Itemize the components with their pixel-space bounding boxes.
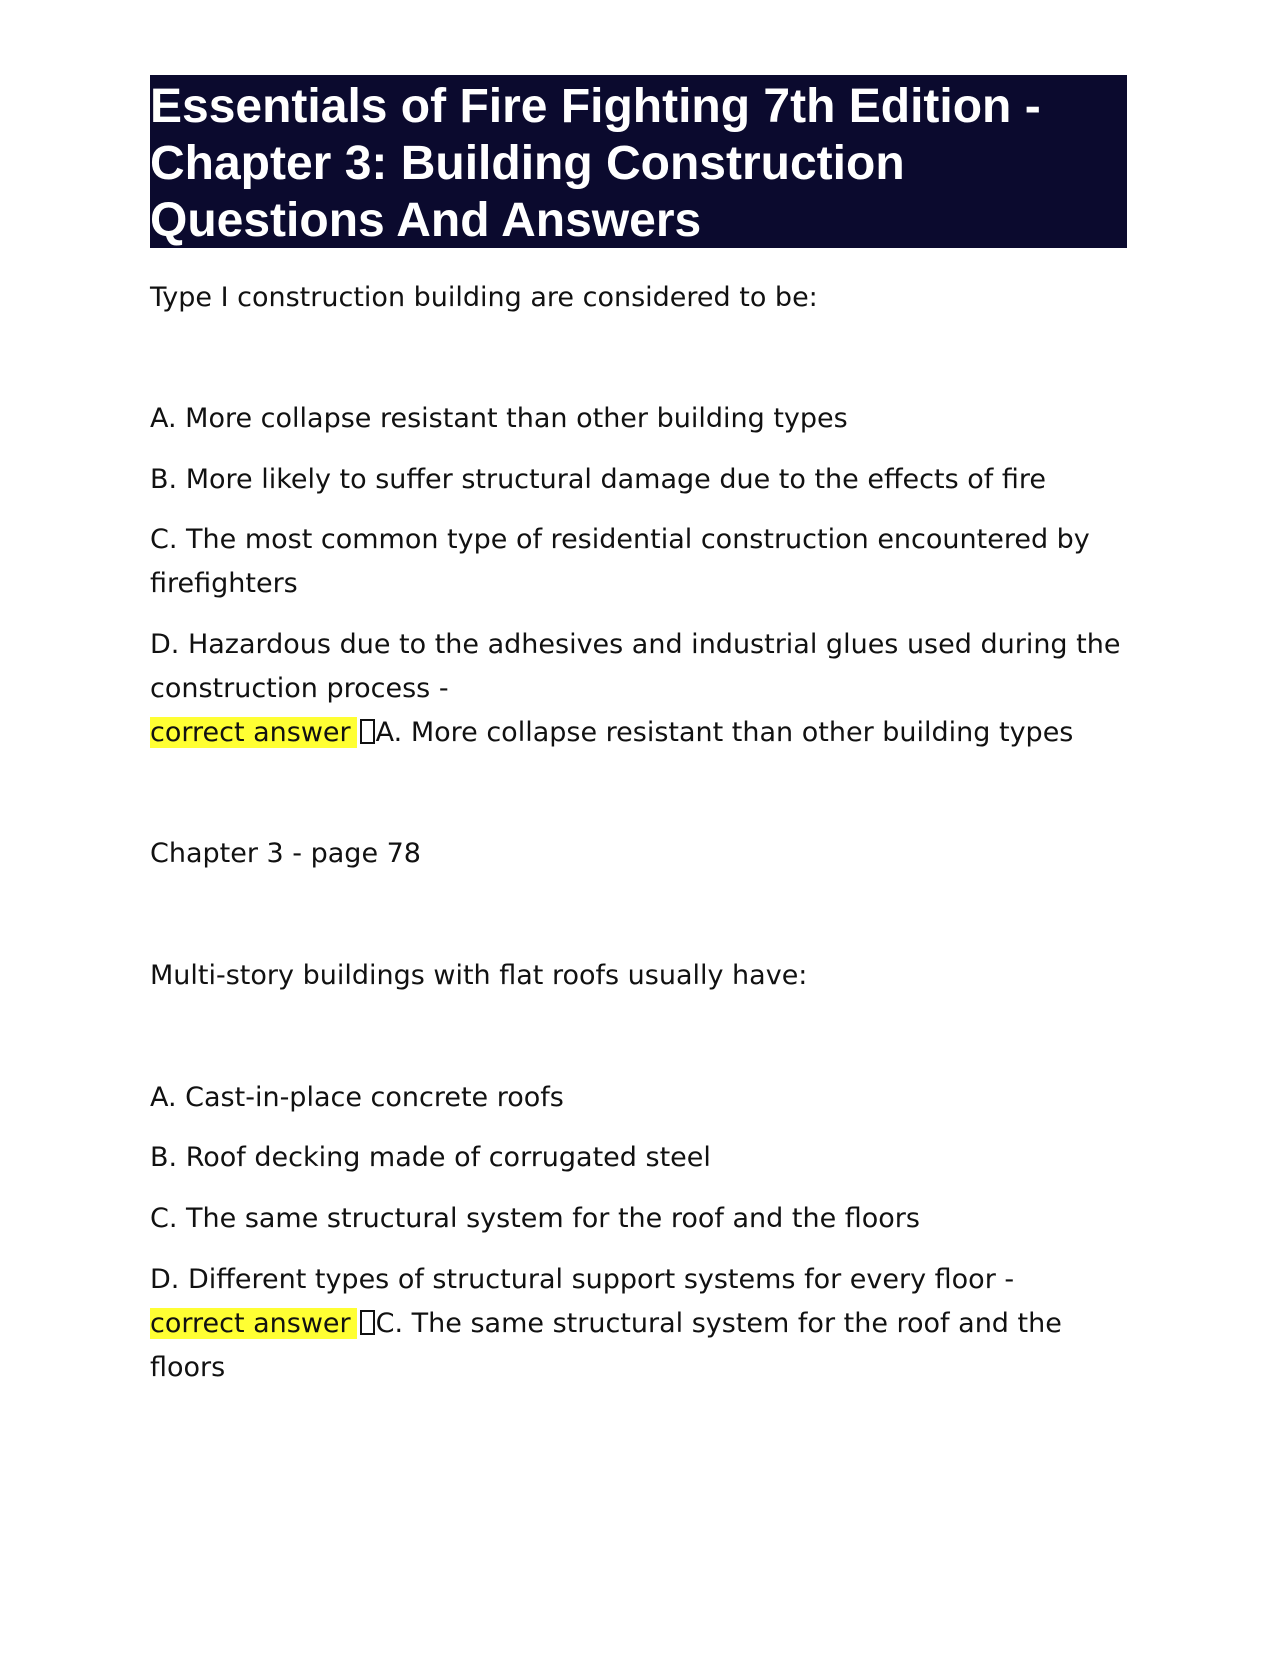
page-reference: Chapter 3 - page 78 [150,838,421,869]
question-1-option-b: B. More likely to suffer structural damage due to the effects of fire [150,464,1046,495]
title-line-1: Essentials of Fire Fighting 7th Edition - [150,80,1041,133]
correct-answer-label: correct answer [150,1308,357,1339]
question-1-option-c-line-1: C. The most common type of residential construction encountered by [150,524,1090,555]
question-2-option-c: C. The same structural system for the roof and the floors [150,1203,920,1234]
question-1-option-d-line-2: construction process - [150,673,449,704]
missing-glyph-box-icon [360,719,375,744]
question-1-option-d-line-1: D. Hazardous due to the adhesives and industrial glues used during the [150,629,1121,660]
question-1-text: Type I construction building are considered to be: [150,282,818,313]
title-line-3: Questions And Answers [150,194,702,247]
question-2-answer-line-2: floors [150,1352,226,1383]
correct-answer-label: correct answer [150,717,357,748]
missing-glyph-box-icon [360,1310,375,1335]
correct-answer-text: C. The same structural system for the roof and the [375,1308,1062,1339]
correct-answer-text: A. More collapse resistant than other building types [375,717,1074,748]
document-title [150,75,1127,248]
question-2-text: Multi-story buildings with flat roofs usually have: [150,960,808,991]
question-2-option-a: A. Cast-in-place concrete roofs [150,1082,564,1113]
question-1-option-a: A. More collapse resistant than other building types [150,403,848,434]
question-1-option-c-line-2: firefighters [150,568,298,599]
question-2-answer [150,1306,1062,1342]
question-2-option-b: B. Roof decking made of corrugated steel [150,1142,711,1173]
question-1-answer [150,715,1073,751]
question-2-option-d: D. Different types of structural support systems for every floor - [150,1264,1015,1295]
title-line-2: Chapter 3: Building Construction [150,137,905,190]
